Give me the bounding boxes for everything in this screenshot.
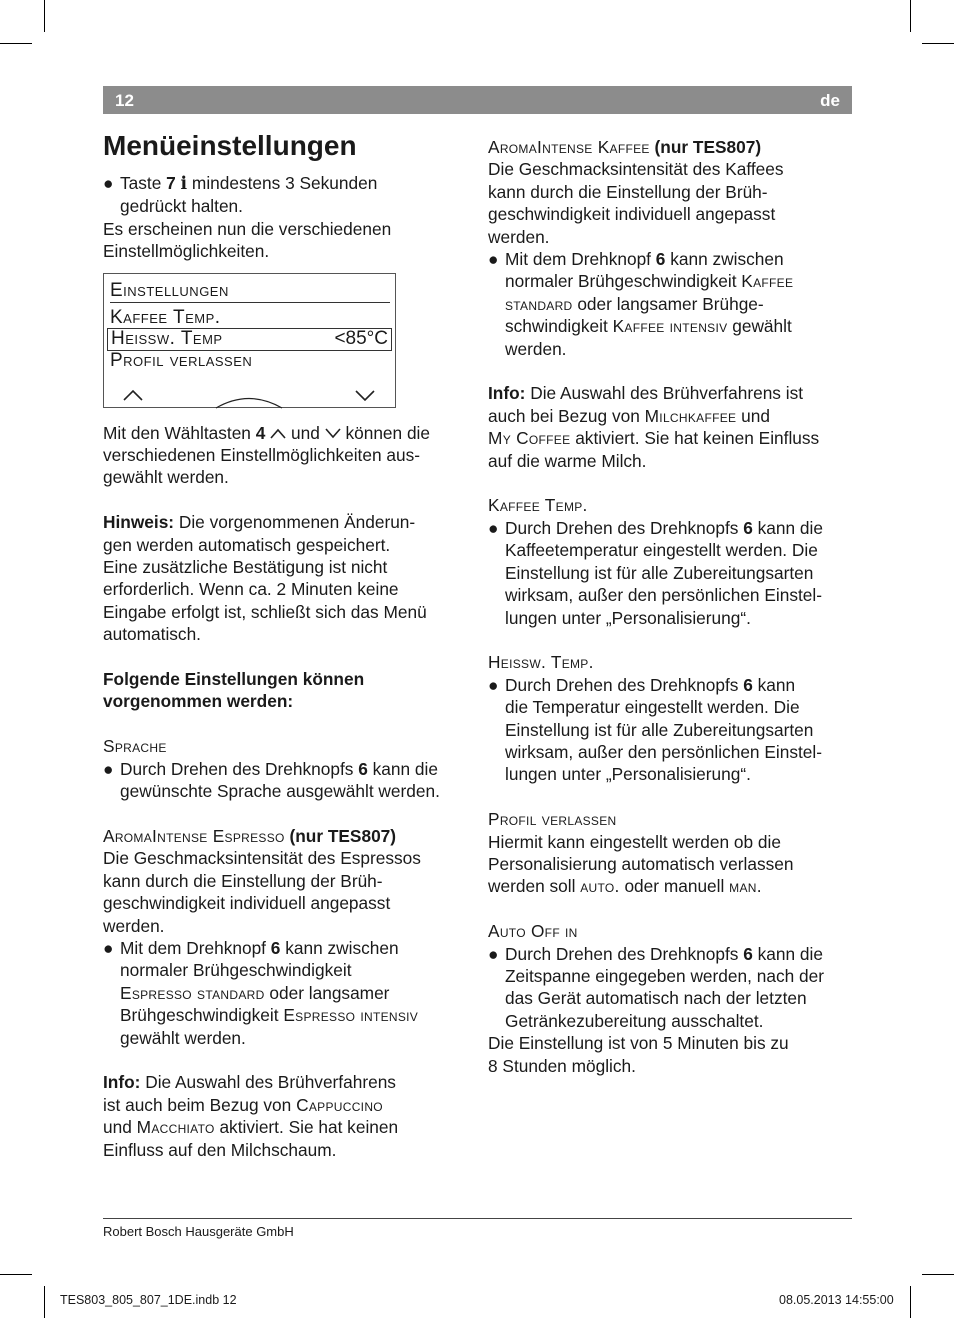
display-line: Profil verlassen <box>110 349 253 371</box>
chevron-up-icon <box>270 427 286 439</box>
display-selected-row <box>107 328 392 351</box>
bullet-icon: ● <box>488 517 499 538</box>
knob-arc-icon <box>214 395 284 409</box>
page-number: 12 <box>115 91 134 110</box>
page-title: Menüeinstellungen <box>103 130 357 161</box>
crop-mark <box>44 1286 45 1318</box>
right-column <box>488 136 856 1077</box>
paragraph: Die Geschmacksintensität des Kaffees kann durch die Einstellung der Brüh- geschwindigkeit individuell angepasst werden. <box>488 159 784 247</box>
info-paragraph: Info: Die Auswahl des Brühverfahrens ist auch bei Bezug von Milchkaffee und My Coffee aktiviert. Sie hat keinen Einfluss auf die warme Milch. <box>488 383 820 471</box>
paragraph: Mit den Wähltasten 4 und können die verschiedenen Einstellmöglichkeiten aus- gewählt werden. <box>103 422 431 488</box>
list-item: ● Durch Drehen des Drehknopfs 6 kann die Temperatur eingestellt werden. Die Einstellung ist für alle Zubereitungsarten wirksam, außer den persönlichen Einstel- lungen unter „Personalisierung“. <box>488 674 822 785</box>
crop-mark <box>0 43 32 44</box>
print-slug-file: TES803_805_807_1DE.indb 12 <box>60 1293 237 1307</box>
paragraph: Es erscheinen nun die verschiedenen Einstellmöglichkeiten. <box>103 218 392 262</box>
list-item: ● Mit dem Drehknopf 6 kann zwischen normaler Brühgeschwindigkeit Kaffee standard oder langsamer Brühge- schwindigkeit Kaffee intensiv gewählt werden. <box>488 249 794 359</box>
list-item: ● Mit dem Drehknopf 6 kann zwischen normaler Brühgeschwindigkeit Espresso standard oder langsamer Brühgeschwindigkeit Espresso intensiv gewählt werden. <box>103 937 419 1048</box>
display-header: Einstellungen <box>110 279 229 301</box>
bullet-icon: ● <box>488 674 499 695</box>
display-value: <85°C <box>334 327 388 349</box>
section-heading: Sprache <box>103 736 167 757</box>
crop-mark <box>0 1274 32 1275</box>
divider <box>110 302 390 303</box>
paragraph: Die Geschmacksintensität des Espressos kann durch die Einstellung der Brüh- geschwindigkeit individuell angepasst werden. <box>103 848 421 936</box>
info-paragraph: Info: Die Auswahl des Brühverfahrens ist auch beim Bezug von Cappuccino und Macchiato aktiviert. Sie hat keinen Einfluss auf den Milchschaum. <box>103 1072 399 1160</box>
chevron-down-icon <box>325 427 341 439</box>
footer-rule <box>103 1218 852 1219</box>
list-item: ● Taste 7 i mindestens 3 Sekunden gedrückt halten. <box>103 173 378 217</box>
settings-intro: Folgende Einstellungen können vorgenommen werden: <box>103 669 365 712</box>
footer-company: Robert Bosch Hausgeräte GmbH <box>103 1224 294 1239</box>
print-slug-date: 08.05.2013 14:55:00 <box>779 1293 894 1307</box>
language-code: de <box>820 91 840 110</box>
section-heading: Kaffee Temp. <box>488 495 588 516</box>
paragraph: Die Einstellung ist von 5 Minuten bis zu 8 Stunden möglich. <box>488 1033 789 1076</box>
crop-mark <box>922 1274 954 1275</box>
paragraph: Hiermit kann eingestellt werden ob die Personalisierung automatisch verlassen werden soll auto. oder manuell man. <box>488 831 794 897</box>
bullet-icon: ● <box>488 943 499 964</box>
page-header-bar <box>103 86 852 114</box>
chevron-up-icon <box>122 388 144 402</box>
bullet-icon: ● <box>488 249 499 270</box>
menu-display <box>103 273 396 408</box>
section-heading: AromaIntense Kaffee (nur TES807) <box>488 137 762 157</box>
crop-mark <box>910 1286 911 1318</box>
bullet-icon: ● <box>103 173 114 193</box>
section-heading: Heissw. Temp. <box>488 652 594 673</box>
list-item: ● Durch Drehen des Drehknopfs 6 kann die gewünschte Sprache ausgewählt werden. <box>103 758 440 802</box>
list-item: ● Durch Drehen des Drehknopfs 6 kann die Zeitspanne eingegeben werden, nach der das Gerät automatisch nach der letzten Getränkezubereitung ausschaltet. <box>488 943 824 1031</box>
crop-mark <box>44 0 45 32</box>
display-line: Heissw. Temp <box>111 327 223 349</box>
hint-paragraph: Hinweis: Die vorgenommenen Änderun- gen werden automatisch gespeichert. Eine zusätzliche Bestätigung ist nicht erforderlich. Wenn ca. 2 Minuten keine Eingabe erfolgt ist, schließt sich das Menü automatisch. <box>103 512 427 645</box>
left-column <box>103 128 468 1161</box>
display-line: Kaffee Temp. <box>110 306 221 328</box>
crop-mark <box>922 43 954 44</box>
chevron-down-icon <box>354 389 376 403</box>
bullet-icon: ● <box>103 937 114 958</box>
section-heading: AromaIntense Espresso (nur TES807) <box>103 825 397 846</box>
crop-mark <box>910 0 911 32</box>
bullet-icon: ● <box>103 758 114 779</box>
section-heading: Profil verlassen <box>488 809 617 830</box>
section-heading: Auto Off in <box>488 921 578 942</box>
info-key-icon: i <box>180 174 188 194</box>
list-item: ● Durch Drehen des Drehknopfs 6 kann die Kaffeetemperatur eingestellt werden. Die Einstellung ist für alle Zubereitungsarten wirksam, außer den persönlichen Einstel- lungen unter „Personalisierung“. <box>488 517 823 628</box>
